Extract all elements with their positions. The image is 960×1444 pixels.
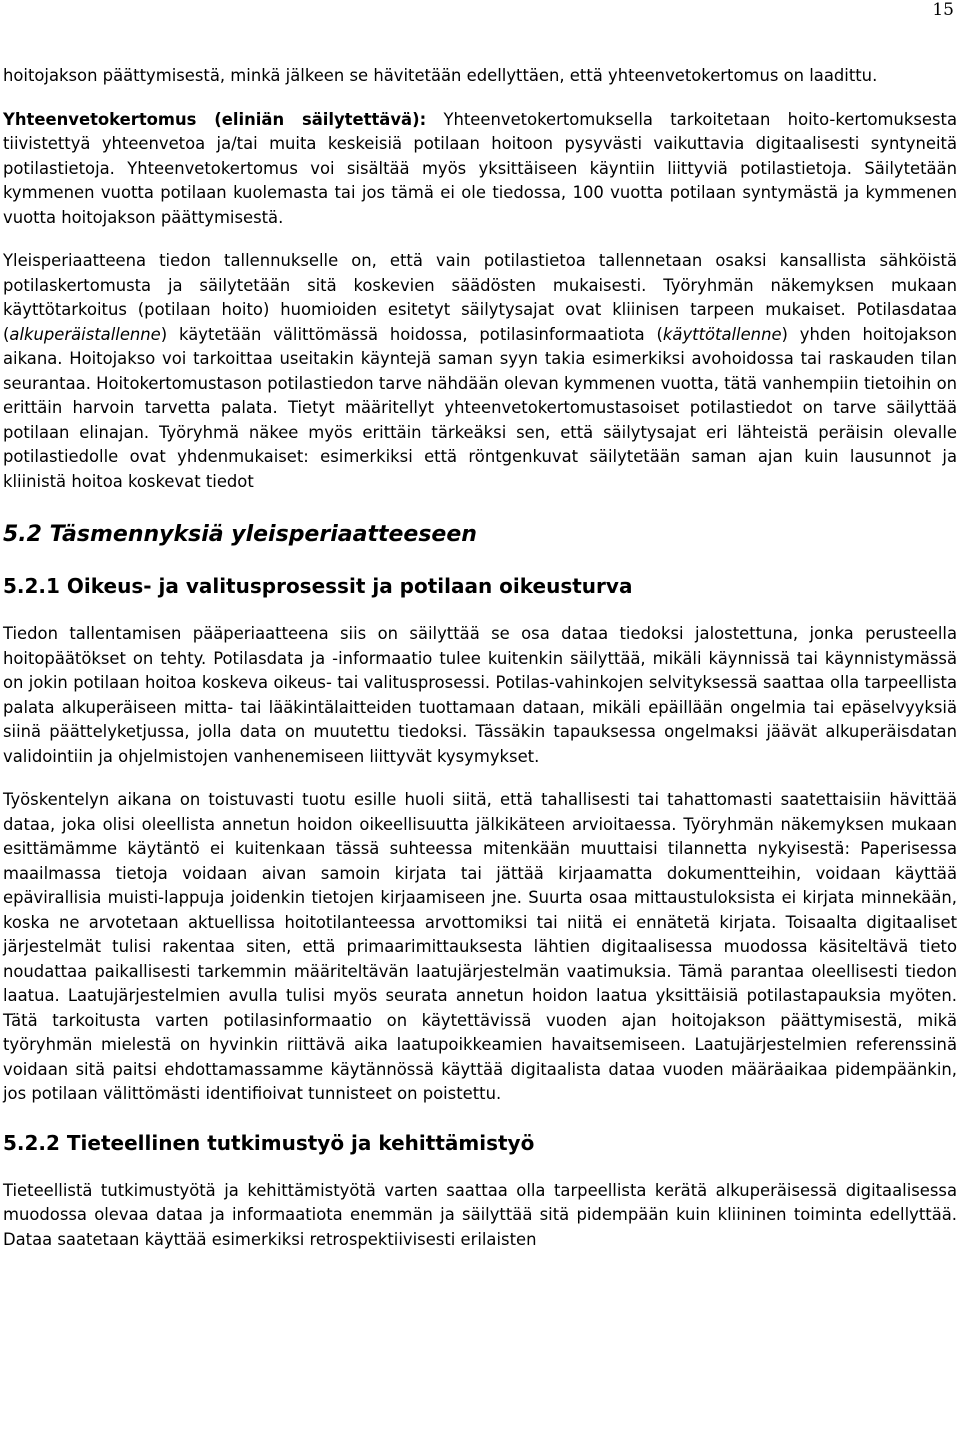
paragraph-research: Tieteellistä tutkimustyötä ja kehittämistyötä varten saattaa olla tarpeellista kerätä alkuperäisessä digitaalisessa muodossa olevaa dataa ja informaatiota enemmän ja säilyttää sitä pidempään kuin kliininen toiminta edellyttää. Dataa saatetaan käyttää esimerkiksi retrospektiivisesti erilaisten xyxy=(3,1180,957,1249)
section-heading-5-2-1: 5.2.1 Oikeus- ja valitusprosessit ja potilaan oikeusturva xyxy=(3,574,633,598)
general-principle-text-c: ) yhden hoitojakson aikana. Hoitojakso voi tarkoittaa useitakin käyntejä saman syyn takia esimerkiksi avohoidossa tai raskauden tilan seurantaa. Hoitokertomustason potilastiedon tarve nähdään olevan kymmenen vuotta, tätä vanhempiin tietoihin on erittäin harvoin tarvetta palata. Tietyt määritellyt yhteenvetokertomustasoiset potilastiedot on tarve säilyttää potilaan elinajan. Työryhmä näkee myös erittäin tärkeäksi sen, että säilytysajat eri lähteistä peräisin olevalle potilastiedolle ovat yhdenmukaiset: esimerkiksi että röntgenkuvat säilytetään saman ajan kuin lausunnot ja kliinistä hoitoa koskevat tiedot xyxy=(3,324,958,491)
general-principle-italic-1: alkuperäistallenne xyxy=(9,324,161,344)
summary-record-term: Yhteenvetokertomus (eliniän säilytettävä): xyxy=(3,109,427,129)
paragraph-data-destruction-concern: Työskentelyn aikana on toistuvasti tuotu esille huoli siitä, että tahallisesti tai tahattomasti saatettaisiin hävittää dataa, joka olisi oleellista annetun hoidon oikeellisuutta jälkikäteen arvioitaessa. Työryhmän näkemyksen mukaan esittämämme käytäntö ei kuitenkaan tässä suhteessa mitenkään muuttaisi tilannetta nykyisestä: Paperisessa maailmassa tietoja voidaan aivan samoin kirjata tai jättää kirjaamatta dokumentteihin, voidaan käyttää epävirallisia muisti-lappuja joidenkin tietojen kirjaamiseen jne. Suurta osaa mittaustuloksista ei kirjata minnekään, koska ne arvotetaan aktuellissa hoitotilanteessa arvottomiksi tai niitä ei ennätetä kirjata. Toisaalta digitaaliset järjestelmät tulisi rakentaa siten, että primaarimittauksesta lähtien digitaalisessa muodossa käsiteltävä tieto noudattaa paikallisesti tarkemmin määriteltävän laatujärjestelmän vaatimuksia. Tämä parantaa oleellisesti tiedon laatua. Laatujärjestelmien avulla tulisi myös seurata annetun hoidon laatua yksittäisiä potilastapauksia myöten. Tätä tarkoitusta varten potilasinformaatio on käytettävissä vuoden ajan hoitojakson päättymisestä, mikä työryhmän mielestä on hyvinkin riittävä aika laatupoikkeamien havaitsemiseen. Laatujärjestelmien referenssinä voidaan sitä paitsi ehdottamassamme käytännössä käyttää digitaalista dataa vuoden määräaikaa pidempäänkin, jos potilaan välittömästi identifioivat tunnisteet on poistettu. xyxy=(3,790,957,1103)
section-heading-5-2: 5.2 Täsmennyksiä yleisperiaatteeseen xyxy=(3,522,477,547)
general-principle-text-a: Yleisperiaatteena tiedon tallennukselle on, että vain potilastietoa tallennetaan osaksi kansallista sähköistä potilaskertomusta ja säilytetään sitä koskevien säädösten mukaisesti. Työryhmän näkemyksen mukaan käyttötarkoitus (potilaan hoito) huomioiden esitetyt säilytysajat ovat kliinisen tarpeen mukaiset. Potilasdataa ( xyxy=(3,251,957,344)
paragraph-legal-processes: Tiedon tallentamisen pääperiaatteena siis on säilyttää se osa dataa tiedoksi jalostettuna, jonka perusteella hoitopäätökset on tehty. Potilasdata ja -informaatio tulee kuitenkin säilyttää, mikäli käynnissä tai käynnistymässä on jokin potilaan hoitoa koskeva oikeus- tai valitusprosessi. Potilas-vahinkojen selvityksessä saattaa olla tarpeellista palata alkuperäiseen mitta- tai lääkintälaitteiden tuottamaan dataan, mikäli epäillään ongelmia tai epäselvyyksiä siinä päättelyketjussa, jolla data on muutettu tiedoksi. Tässäkin tapauksessa ongelmaksi jäävät alkuperäisdatan validointiin ja ohjelmistojen vanhenemiseen liittyvät kysymykset. xyxy=(3,624,957,766)
general-principle-italic-2: käyttötallenne xyxy=(662,324,782,344)
general-principle-text-b: ) käytetään välittömässä hoidossa, potilasinformaatiota ( xyxy=(160,324,663,344)
paragraph-summary-record xyxy=(3,108,957,231)
paragraph-general-principle xyxy=(3,249,957,494)
section-heading-5-2-2: 5.2.2 Tieteellinen tutkimustyö ja kehittämistyö xyxy=(3,1130,535,1155)
paragraph-retention-end: hoitojakson päättymisestä, minkä jälkeen se hävitetään edellyttäen, että yhteenvetokertomus on laadittu. xyxy=(3,66,878,85)
page-number: 15 xyxy=(932,0,954,20)
summary-record-text: Yhteenvetokertomuksella tarkoitetaan hoito-kertomuksesta tiivistettyä yhteenvetoa ja/tai muita keskeisiä potilaan hoitoon pysyvästi vaikuttavia digitaalisesti syntyneitä potilastietoja. Yhteenvetokertomus voi sisältää myös yksittäiseen käyntiin liittyviä potilastietoja. Säilytetään kymmenen vuotta potilaan kuolemasta tai jos tämä ei ole tiedossa, 100 vuotta potilaan syntymästä ja kymmenen vuotta hoitojakson päättymisestä. xyxy=(3,109,957,227)
page-content xyxy=(3,64,957,1252)
